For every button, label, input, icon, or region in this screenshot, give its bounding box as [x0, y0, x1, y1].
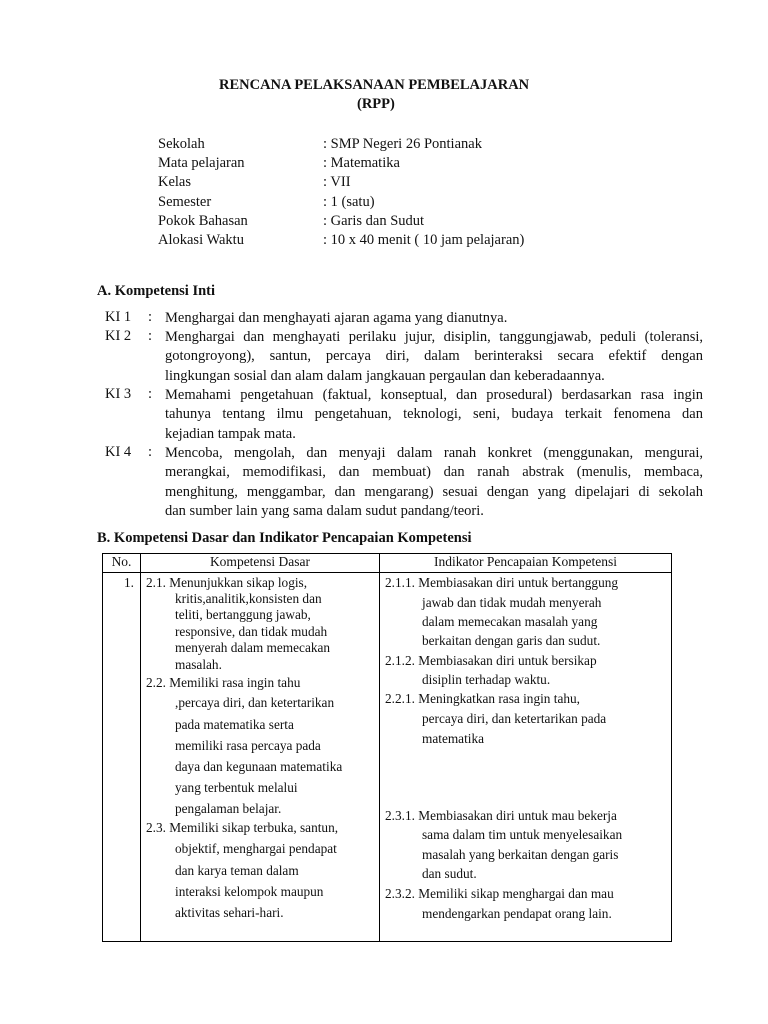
row-number: 1. — [124, 575, 134, 590]
ki-text — [165, 328, 703, 386]
cell-no — [103, 573, 141, 942]
info-value-mata-pelajaran: : Matematika — [323, 155, 400, 171]
ipk-line: percaya diri, dan ketertarikan pada — [422, 711, 607, 726]
table-row — [103, 573, 672, 942]
ki-line: kejadian tampak mata. — [165, 425, 296, 442]
cell-kompetensi-dasar — [141, 573, 380, 942]
ki-code: KI 1 — [105, 309, 132, 325]
info-label-semester: Semester — [158, 194, 212, 210]
ki-text — [165, 444, 703, 521]
ipk-line: 2.3.2. Memiliki sikap menghargai dan mau — [385, 886, 614, 901]
ki-text — [165, 309, 703, 328]
ki-code: KI 3 — [105, 386, 132, 402]
ki-line: tahunya tentang ilmu pengetahuan, teknologi, seni, budaya terkait fenomena dan — [165, 406, 703, 423]
header-indikator: Indikator Pencapaian Kompetensi — [380, 554, 672, 573]
kd-line: 2.1. Menunjukkan sikap logis, — [146, 575, 308, 590]
ki-line: Menghargai dan menghayati ajaran agama yang dianutnya. — [165, 310, 508, 326]
ipk-line: jawab dan tidak mudah menyerah — [422, 595, 602, 610]
info-label-kelas: Kelas — [158, 174, 192, 190]
ipk-line: 2.3.1. Membiasakan diri untuk mau bekerja — [385, 808, 617, 823]
info-value-semester: : 1 (satu) — [323, 194, 375, 210]
ki-line: lingkungan sosial dan alam dalam jangkauan pergaulan dan keberadaannya. — [165, 367, 605, 384]
ipk-line: 2.1.1. Membiasakan diri untuk bertanggung — [385, 575, 619, 590]
ki-line: dan sumber lain yang sama dalam sudut pandang/teori. — [165, 502, 484, 519]
ki-line: Menghargai dan menghayati perilaku jujur, disiplin, tanggungjawab, peduli (toleransi, — [165, 329, 703, 345]
ki-code: KI 2 — [105, 328, 132, 344]
ipk-line: dan sudut. — [422, 866, 477, 881]
ipk-line: 2.2.1. Meningkatkan rasa ingin tahu, — [385, 691, 580, 706]
ki-line: gotongroyong), santun, percaya diri, dalam berinteraksi secara efektif dengan — [165, 348, 703, 365]
table-header-row — [103, 554, 672, 573]
kd-line: objektif, menghargai pendapat — [175, 841, 337, 856]
kd-line: teliti, bertanggung jawab, — [175, 607, 311, 622]
ki-colon: : — [148, 386, 153, 402]
info-label-pokok-bahasan: Pokok Bahasan — [158, 213, 248, 229]
kd-line: pada matematika serta — [175, 717, 294, 732]
kd-line: pengalaman belajar. — [175, 801, 282, 816]
ki-colon: : — [148, 444, 153, 460]
header-no: No. — [103, 554, 141, 573]
ki-line: Memahami pengetahuan (faktual, konseptual, dan prosedural) berdasarkan rasa ingin — [165, 387, 703, 403]
document-title: RENCANA PELAKSANAAN PEMBELAJARAN — [219, 77, 530, 93]
kd-line: kritis,analitik,konsisten dan — [175, 591, 322, 606]
info-label-sekolah: Sekolah — [158, 136, 205, 152]
info-label-alokasi-waktu: Alokasi Waktu — [158, 232, 244, 248]
kd-line: menyerah dalam memecakan — [175, 640, 331, 655]
kd-line: responsive, dan tidak mudah — [175, 624, 328, 639]
ipk-line: dalam memecakan masalah yang — [422, 614, 598, 629]
ki-line: merangkai, memodifikasi, dan membuat) dan ranah abstrak (menulis, membaca, — [165, 464, 703, 481]
kd-line: 2.2. Memiliki rasa ingin tahu — [146, 675, 301, 690]
competency-table — [102, 553, 672, 942]
ipk-line: disiplin terhadap waktu. — [422, 672, 551, 687]
ipk-line: sama dalam tim untuk menyelesaikan — [422, 827, 623, 842]
ki-line: Mencoba, mengolah, dan menyaji dalam ranah konkret (menggunakan, mengurai, — [165, 445, 703, 461]
ki-colon: : — [148, 328, 153, 344]
info-label-mata-pelajaran: Mata pelajaran — [158, 155, 245, 171]
kd-line: interaksi kelompok maupun — [175, 884, 324, 899]
kd-line: 2.3. Memiliki sikap terbuka, santun, — [146, 820, 339, 835]
section-a-heading: A. Kompetensi Inti — [97, 283, 216, 299]
ipk-line: berkaitan dengan garis dan sudut. — [422, 633, 601, 648]
info-value-pokok-bahasan: : Garis dan Sudut — [323, 213, 425, 229]
header-kompetensi-dasar: Kompetensi Dasar — [141, 554, 380, 573]
kd-line: masalah. — [175, 657, 222, 672]
kd-line: memiliki rasa percaya pada — [175, 738, 321, 753]
ki-line: menghitung, menggambar, dan mengarang) sesuai dengan yang dipelajari di sekolah — [165, 483, 703, 500]
ipk-line: masalah yang berkaitan dengan garis — [422, 847, 619, 862]
section-b-heading: B. Kompetensi Dasar dan Indikator Pencapaian Kompetensi — [97, 530, 472, 546]
kd-line: yang terbentuk melalui — [175, 780, 298, 795]
document-subtitle: (RPP) — [357, 96, 395, 112]
kd-line: aktivitas sehari-hari. — [175, 905, 284, 920]
ki-text — [165, 386, 703, 444]
kd-line: ,percaya diri, dan ketertarikan — [175, 695, 335, 710]
ki-colon: : — [148, 309, 153, 325]
info-value-alokasi-waktu: : 10 x 40 menit ( 10 jam pelajaran) — [323, 232, 525, 248]
ipk-line: matematika — [422, 731, 485, 746]
cell-indikator — [380, 573, 672, 942]
info-value-kelas: : VII — [323, 174, 351, 190]
ipk-line: mendengarkan pendapat orang lain. — [422, 906, 612, 921]
ki-code: KI 4 — [105, 444, 132, 460]
kd-line: daya dan kegunaan matematika — [175, 759, 343, 774]
ipk-line: 2.1.2. Membiasakan diri untuk bersikap — [385, 653, 597, 668]
kd-line: dan karya teman dalam — [175, 863, 299, 878]
info-value-sekolah: : SMP Negeri 26 Pontianak — [323, 136, 482, 152]
